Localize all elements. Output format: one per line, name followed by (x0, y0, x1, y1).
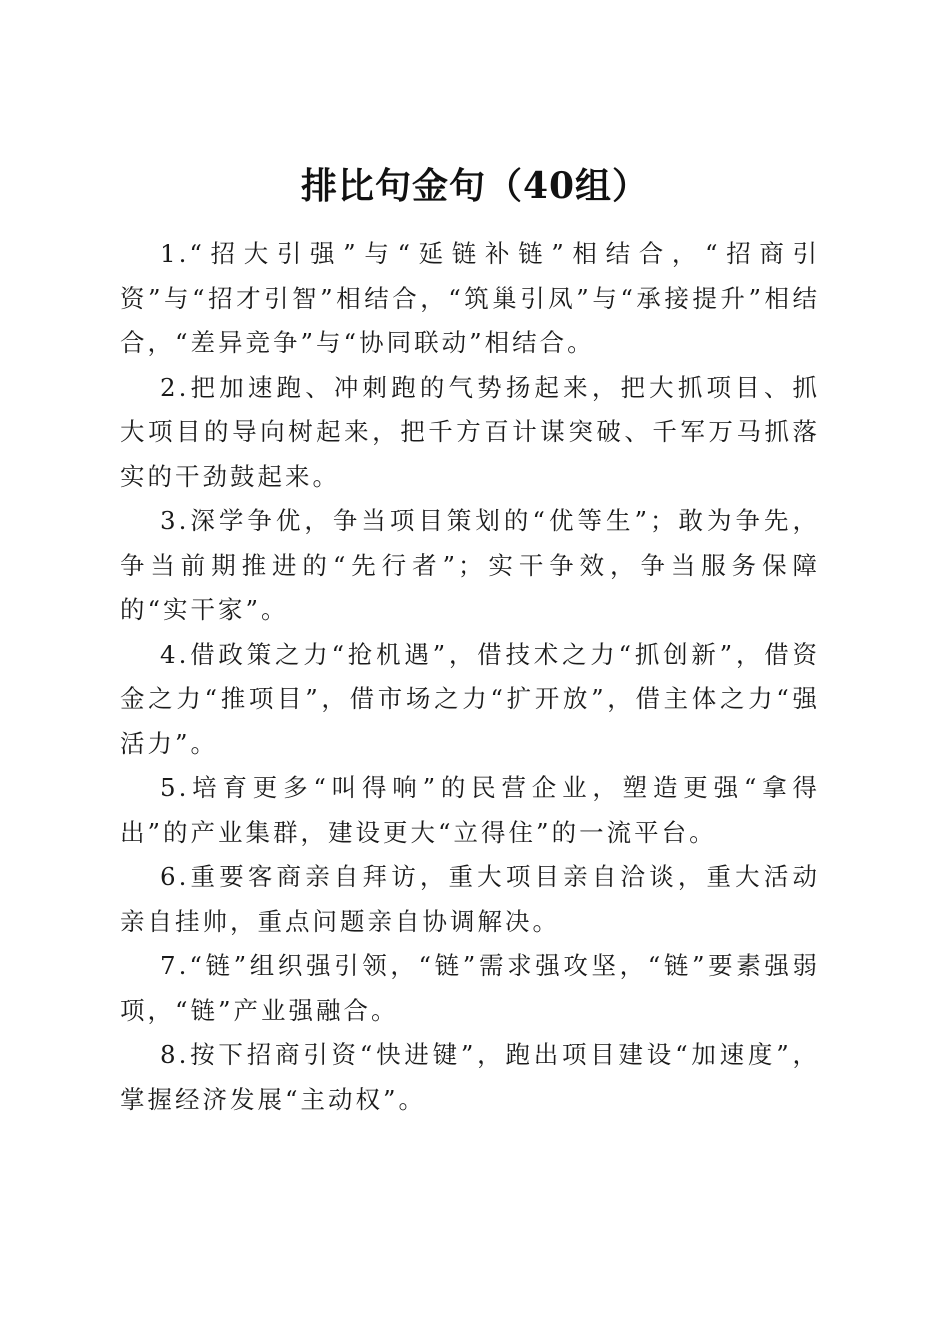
document-title: 排比句金句（40组） (300, 165, 650, 208)
paragraph-5: 5.培育更多“叫得响”的民营企业，塑造更强“拿得出”的产业集群，建设更大“立得住”的一流平台。 (120, 773, 820, 847)
paragraph-7: 7.“链”组织强引领，“链”需求强攻坚，“链”要素强弱项，“链”产业强融合。 (120, 951, 820, 1025)
paragraph-4: 4.借政策之力“抢机遇”，借技术之力“抓创新”，借资金之力“推项目”，借市场之力“扩开放”，借主体之力“强活力”。 (120, 639, 820, 758)
paragraph-6: 6.重要客商亲自拜访，重大项目亲自洽谈，重大活动亲自挂帅，重点问题亲自协调解决。 (120, 862, 820, 936)
paragraph-2: 2.把加速跑、冲刺跑的气势扬起来，把大抓项目、抓大项目的导向树起来，把千方百计谋突破、千军万马抓落实的干劲鼓起来。 (120, 372, 820, 491)
paragraph-1: 1.“招大引强”与“延链补链”相结合，“招商引资”与“招才引智”相结合，“筑巢引凤”与“承接提升”相结合，“差异竞争”与“协同联动”相结合。 (120, 239, 820, 357)
document-body (120, 232, 820, 1122)
paragraph-8: 8.按下招商引资“快进键”，跑出项目建设“加速度”，掌握经济发展“主动权”。 (120, 1040, 820, 1114)
paragraph-3: 3.深学争优，争当项目策划的“优等生”；敢为争先，争当前期推进的“先行者”；实干争效，争当服务保障的“实干家”。 (120, 506, 820, 624)
